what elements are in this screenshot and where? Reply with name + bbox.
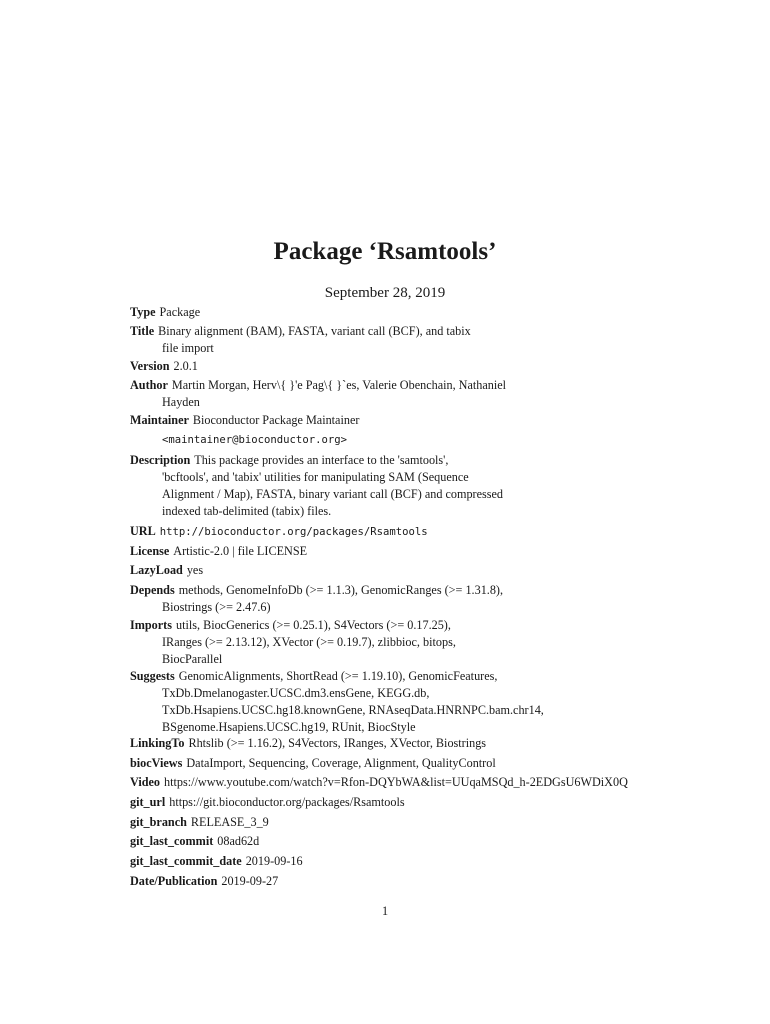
field-biocviews bbox=[130, 755, 690, 772]
field-key: Title bbox=[130, 324, 155, 338]
package-title: Package ‘Rsamtools’ bbox=[273, 238, 497, 265]
field-value: 2019-09-27 bbox=[221, 874, 279, 888]
field-depends bbox=[130, 582, 690, 616]
field-license bbox=[130, 543, 690, 560]
field-key: git_last_commit_date bbox=[130, 854, 242, 868]
page-number: 1 bbox=[381, 904, 389, 918]
field-key: URL bbox=[130, 524, 156, 538]
url-link[interactable]: http://bioconductor.org/packages/Rsamtools bbox=[159, 526, 428, 538]
maintainer-email: <maintainer@bioconductor.org> bbox=[162, 434, 347, 446]
field-key: git_branch bbox=[130, 815, 187, 829]
field-author bbox=[130, 377, 690, 411]
field-value: Bioconductor Package Maintainer bbox=[192, 413, 360, 427]
field-value: yes bbox=[186, 563, 204, 577]
field-value-line: BiocParallel bbox=[162, 652, 223, 666]
field-lazyload bbox=[130, 562, 690, 579]
field-value-line: TxDb.Hsapiens.UCSC.hg18.knownGene, RNAseqData.HNRNPC.bam.chr14, bbox=[162, 703, 544, 717]
field-value: 08ad62d bbox=[217, 834, 260, 848]
field-key: Description bbox=[130, 453, 191, 467]
field-title bbox=[130, 323, 690, 357]
field-key: git_url bbox=[130, 795, 166, 809]
field-key: git_last_commit bbox=[130, 834, 214, 848]
field-git-branch bbox=[130, 814, 690, 831]
field-value: 2019-09-16 bbox=[245, 854, 303, 868]
field-value-line: BSgenome.Hsapiens.UCSC.hg19, RUnit, BiocStyle bbox=[162, 720, 416, 734]
field-type bbox=[130, 304, 690, 321]
field-value-line: Biostrings (>= 2.47.6) bbox=[162, 600, 271, 614]
field-value-line: GenomicAlignments, ShortRead (>= 1.19.10), GenomicFeatures, bbox=[178, 669, 498, 683]
field-key: Imports bbox=[130, 618, 172, 632]
field-key: biocViews bbox=[130, 756, 183, 770]
field-value-line: TxDb.Dmelanogaster.UCSC.dm3.ensGene, KEGG.db, bbox=[162, 686, 430, 700]
field-date-publication bbox=[130, 873, 690, 890]
field-imports bbox=[130, 617, 690, 668]
field-value: Package bbox=[159, 305, 201, 319]
field-key: License bbox=[130, 544, 170, 558]
video-link[interactable]: https://www.youtube.com/watch?v=Rfon-DQYbWA&list=UUqaMSQd_h-2EDGsU6WDiX0Q bbox=[164, 775, 628, 789]
field-key: Author bbox=[130, 378, 168, 392]
field-git-last-commit bbox=[130, 833, 690, 850]
field-key: LinkingTo bbox=[130, 736, 185, 750]
field-git-url bbox=[130, 794, 690, 811]
field-value: Artistic-2.0 | file LICENSE bbox=[173, 544, 308, 558]
git-url-link[interactable]: https://git.bioconductor.org/packages/Rsamtools bbox=[169, 795, 405, 809]
field-value-line: Hayden bbox=[162, 395, 200, 409]
field-maintainer bbox=[130, 412, 690, 449]
field-linkingto bbox=[130, 735, 690, 752]
field-value-line: Martin Morgan, Herv\{ }'e Pag\{ }`es, Valerie Obenchain, Nathaniel bbox=[171, 378, 507, 392]
field-key: Version bbox=[130, 359, 170, 373]
field-value-line: IRanges (>= 2.13.12), XVector (>= 0.19.7), zlibbioc, bitops, bbox=[162, 635, 456, 649]
field-key: Date/Publication bbox=[130, 874, 218, 888]
field-git-last-commit-date bbox=[130, 853, 690, 870]
field-key: Depends bbox=[130, 583, 175, 597]
field-key: Type bbox=[130, 305, 156, 319]
field-value-line: Binary alignment (BAM), FASTA, variant call (BCF), and tabix bbox=[158, 324, 471, 338]
field-key: LazyLoad bbox=[130, 563, 183, 577]
field-url bbox=[130, 523, 690, 541]
package-date: September 28, 2019 bbox=[324, 285, 446, 301]
field-key: Maintainer bbox=[130, 413, 189, 427]
field-value-line: utils, BiocGenerics (>= 0.25.1), S4Vectors (>= 0.17.25), bbox=[175, 618, 451, 632]
field-value: RELEASE_3_9 bbox=[190, 815, 269, 829]
field-description bbox=[130, 452, 690, 520]
field-value-line: Alignment / Map), FASTA, binary variant call (BCF) and compressed bbox=[162, 487, 503, 501]
field-key: Video bbox=[130, 775, 161, 789]
field-value: Rhtslib (>= 1.16.2), S4Vectors, IRanges, XVector, Biostrings bbox=[188, 736, 487, 750]
field-suggests bbox=[130, 668, 690, 736]
field-key: Suggests bbox=[130, 669, 175, 683]
field-version bbox=[130, 358, 690, 375]
field-value-line: This package provides an interface to the 'samtools', bbox=[194, 453, 449, 467]
field-value-line: methods, GenomeInfoDb (>= 1.1.3), GenomicRanges (>= 1.31.8), bbox=[178, 583, 504, 597]
field-video bbox=[130, 774, 690, 791]
field-value: DataImport, Sequencing, Coverage, Alignment, QualityControl bbox=[186, 756, 496, 770]
field-value: 2.0.1 bbox=[173, 359, 198, 373]
field-value-line: file import bbox=[162, 341, 214, 355]
field-value-line: 'bcftools', and 'tabix' utilities for manipulating SAM (Sequence bbox=[162, 470, 469, 484]
field-value-line: indexed tab-delimited (tabix) files. bbox=[162, 504, 332, 518]
